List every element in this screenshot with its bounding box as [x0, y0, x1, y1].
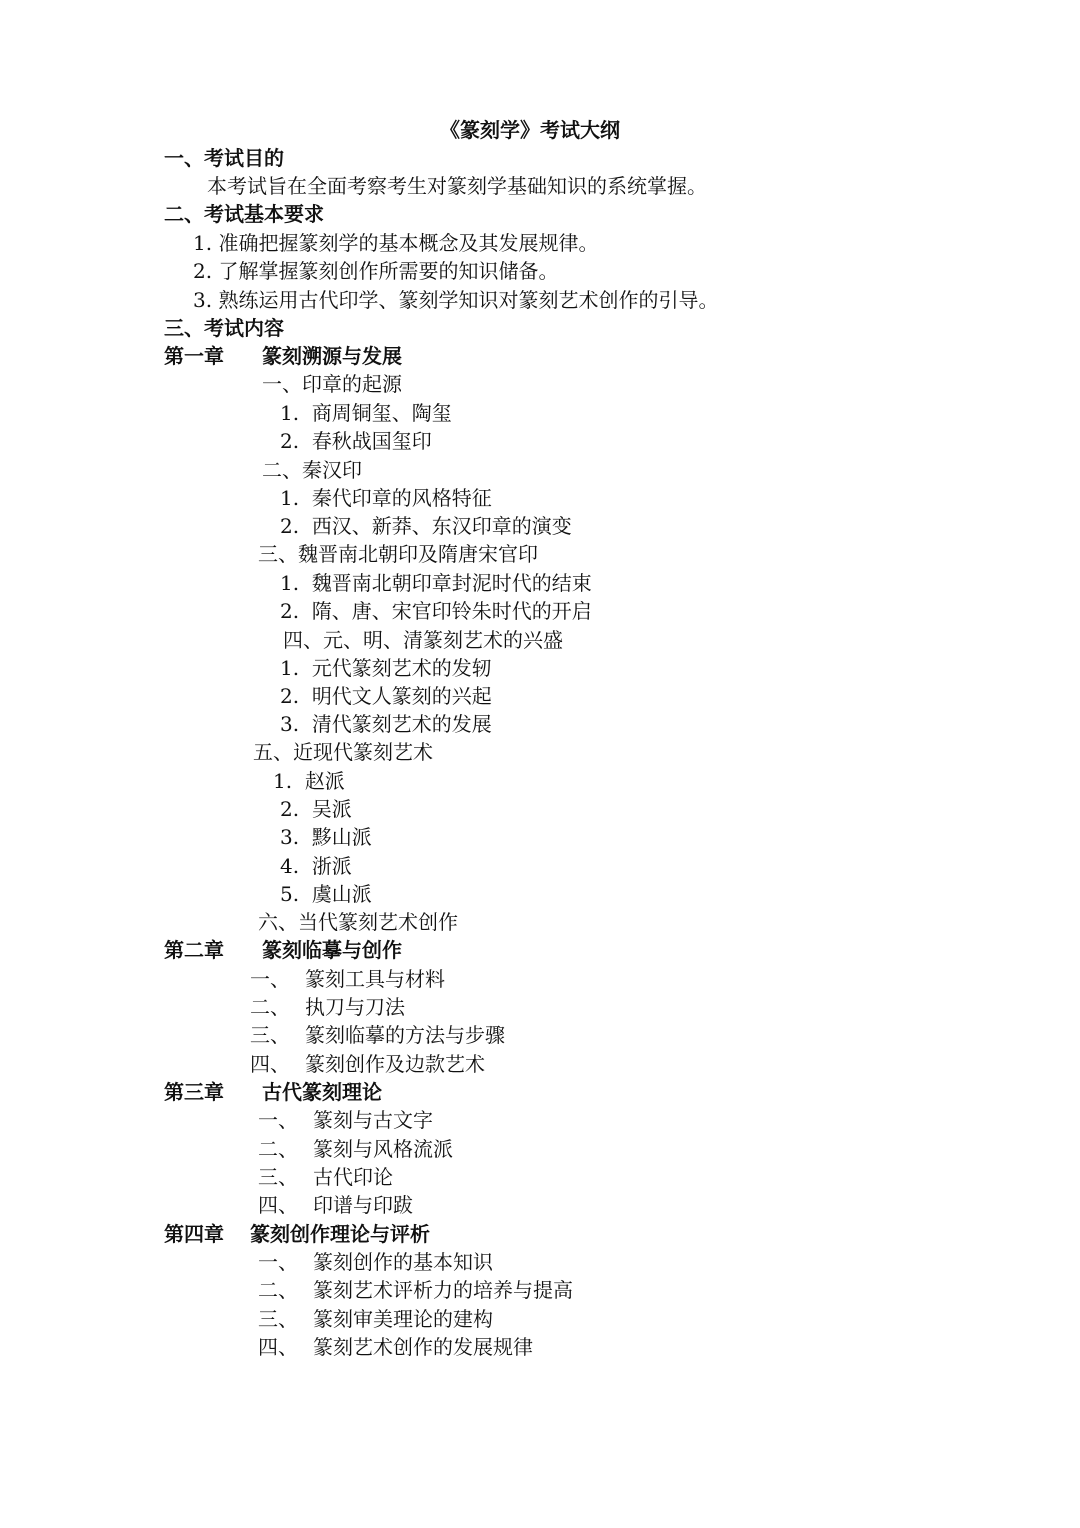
list-item: 四、 — [258, 1335, 298, 1359]
list-item: 二、 — [258, 1278, 298, 1302]
list-item: 1. 赵派 — [273, 769, 345, 793]
subsection-heading: 一、印章的起源 — [262, 372, 402, 396]
list-item: 3. 清代篆刻艺术的发展 — [280, 712, 492, 736]
list-item: 三、 — [258, 1165, 298, 1189]
list-item: 三、 — [258, 1307, 298, 1331]
list-item: 1. 秦代印章的风格特征 — [280, 486, 492, 510]
list-item: 四、 — [258, 1193, 298, 1217]
list-item: 2. 了解掌握篆刻创作所需要的知识储备。 — [193, 259, 559, 283]
list-item: 2. 明代文人篆刻的兴起 — [280, 684, 492, 708]
list-item-text: 篆刻创作及边款艺术 — [305, 1052, 485, 1076]
list-item: 二、 — [258, 1137, 298, 1161]
chapter-label: 第三章 — [164, 1080, 224, 1104]
list-item-text: 篆刻审美理论的建构 — [313, 1307, 493, 1331]
list-item: 2. 西汉、新莽、东汉印章的演变 — [280, 514, 572, 538]
list-item: 2. 隋、唐、宋官印铃朱时代的开启 — [280, 599, 592, 623]
list-item: 1. 准确把握篆刻学的基本概念及其发展规律。 — [193, 231, 599, 255]
list-item: 3. 黟山派 — [280, 825, 372, 849]
list-item-text: 篆刻临摹的方法与步骤 — [305, 1023, 505, 1047]
list-item-text: 篆刻艺术创作的发展规律 — [313, 1335, 533, 1359]
list-item: 四、 — [250, 1052, 290, 1076]
list-item: 二、 — [250, 995, 290, 1019]
document-title: 《篆刻学》考试大纲 — [440, 118, 620, 142]
list-item-text: 篆刻创作的基本知识 — [313, 1250, 493, 1274]
section-heading-content: 三、考试内容 — [164, 316, 284, 340]
chapter-label: 第四章 — [164, 1222, 224, 1246]
chapter-label: 第一章 — [164, 344, 224, 368]
list-item: 3. 熟练运用古代印学、篆刻学知识对篆刻艺术创作的引导。 — [193, 288, 719, 312]
list-item: 三、 — [250, 1023, 290, 1047]
list-item: 一、 — [250, 967, 290, 991]
list-item-text: 印谱与印跋 — [313, 1193, 413, 1217]
chapter-label: 第二章 — [164, 938, 224, 962]
list-item: 5. 虞山派 — [280, 882, 372, 906]
list-item: 一、 — [258, 1250, 298, 1274]
subsection-heading: 四、元、明、清篆刻艺术的兴盛 — [283, 628, 563, 652]
list-item: 一、 — [258, 1108, 298, 1132]
list-item: 1. 魏晋南北朝印章封泥时代的结束 — [280, 571, 592, 595]
subsection-heading: 六、当代篆刻艺术创作 — [258, 910, 458, 934]
list-item-text: 篆刻工具与材料 — [305, 967, 445, 991]
list-item: 1. 元代篆刻艺术的发轫 — [280, 656, 492, 680]
list-item-text: 篆刻与风格流派 — [313, 1137, 453, 1161]
chapter-title: 篆刻溯源与发展 — [262, 344, 402, 368]
subsection-heading: 二、秦汉印 — [262, 458, 362, 482]
subsection-heading: 三、魏晋南北朝印及隋唐宋官印 — [258, 542, 538, 566]
list-item: 2. 春秋战国玺印 — [280, 429, 432, 453]
chapter-title: 篆刻临摹与创作 — [262, 938, 402, 962]
section-heading-purpose: 一、考试目的 — [164, 146, 284, 170]
section-heading-requirements: 二、考试基本要求 — [164, 202, 324, 226]
subsection-heading: 五、近现代篆刻艺术 — [253, 740, 433, 764]
section-text-purpose: 本考试旨在全面考察考生对篆刻学基础知识的系统掌握。 — [207, 174, 707, 198]
list-item: 2. 吴派 — [280, 797, 352, 821]
list-item-text: 古代印论 — [313, 1165, 393, 1189]
list-item: 1. 商周铜玺、陶玺 — [280, 401, 452, 425]
list-item-text: 篆刻艺术评析力的培养与提高 — [313, 1278, 573, 1302]
list-item-text: 篆刻与古文字 — [313, 1108, 433, 1132]
chapter-title: 古代篆刻理论 — [262, 1080, 382, 1104]
chapter-title: 篆刻创作理论与评析 — [250, 1222, 430, 1246]
list-item-text: 执刀与刀法 — [305, 995, 405, 1019]
list-item: 4. 浙派 — [280, 854, 352, 878]
